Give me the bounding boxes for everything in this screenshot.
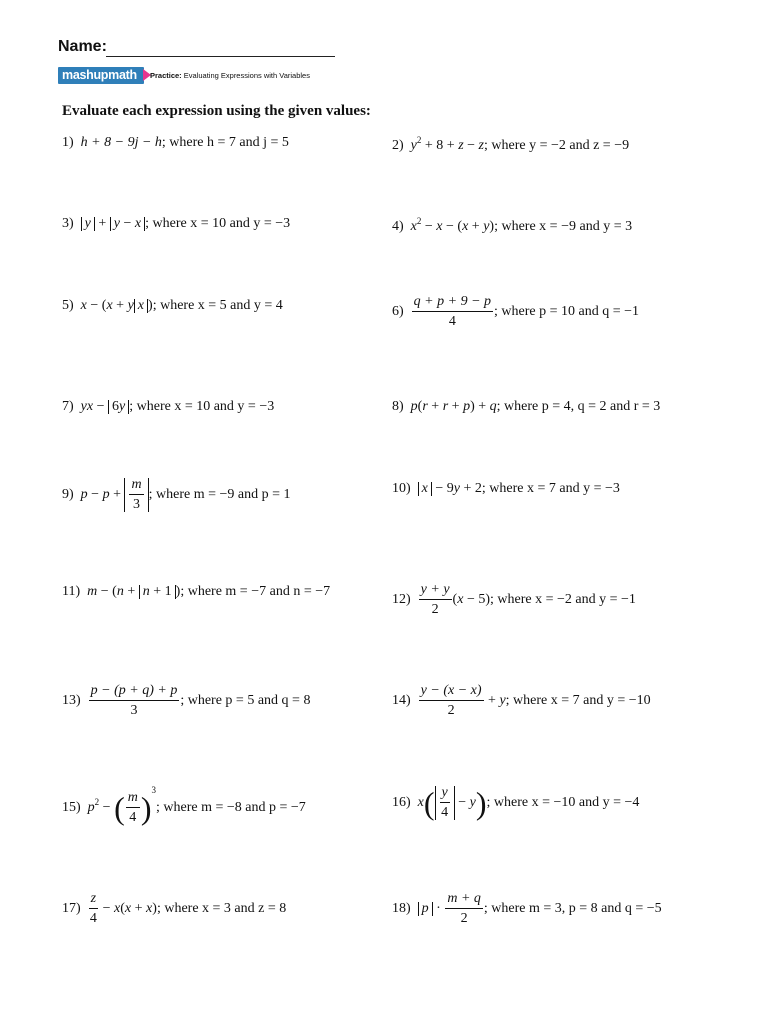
problem-11 [62,585,330,599]
problem-number: 2) [392,138,404,153]
fraction: $\frac{m + q}{2}$ [447,891,481,926]
problem-values: ; where m = −9 and p = 1 [148,487,291,503]
problem-7 [62,400,274,414]
problem-values: ; where x = −2 and y = −1 [490,592,636,608]
problem-14 [392,684,651,718]
problem-5 [62,299,283,313]
problem-expression: y + y − x [81,216,145,231]
fraction: $\frac{y + y}{2}$ [420,582,450,617]
problem-9 [62,478,291,512]
problem-12 [392,583,636,617]
problem-expression: $p^2$ − ( $\frac{m}{4}$ )$^3$ [87,785,157,826]
problem-expression: yx − 6y [81,399,130,414]
problem-17 [62,892,286,926]
fraction: $\frac{p - (p + q) + p}{3}$ [90,683,178,718]
problem-8 [392,400,660,414]
problem-values: ; where y = −2 and z = −9 [484,138,630,153]
logo-text: mashupmath [62,68,137,82]
problem-expression: p · [418,901,445,916]
problem-6 [392,295,639,329]
problem-18 [392,892,662,926]
problem-values: ; where m = −8 and p = −7 [156,800,306,815]
problem-10 [392,482,620,496]
problem-number: 13) [62,693,81,709]
problem-expression: p − p + $\frac{m}{3}$ [81,487,149,502]
problem-expression: $x^2 - x - (x + y)$ [410,216,495,234]
problem-values: ; where x = −10 and y = −4 [486,795,640,811]
problem-number: 1) [62,135,74,150]
problem-3 [62,217,290,231]
problem-2 [392,136,629,153]
problem-1 [62,136,289,150]
problem-expression: p(r + r + p) + q [410,399,497,414]
problem-number: 7) [62,399,74,414]
problem-number: 9) [62,487,74,503]
problem-number: 5) [62,298,74,313]
problem-number: 12) [392,592,411,608]
practice-label: Practice: [150,71,182,80]
fraction: $\frac{y - (x - x)}{2}$ [420,683,482,718]
problem-values: ; where p = 5 and q = 8 [180,693,311,709]
problem-number: 8) [392,399,404,414]
problem-number: 3) [62,216,74,231]
problem-values: ; where p = 10 and q = −1 [494,304,640,320]
fraction: $\frac{q + p + 9 - p}{4}$ [413,294,492,329]
problem-expression: (x − 5) [452,592,490,608]
problem-expression: x − 9y + 2 [418,481,482,496]
problem-number: 10) [392,481,411,496]
problem-values: ; where m = 3, p = 8 and q = −5 [483,901,662,917]
practice-title [150,71,310,80]
problem-expression: x( $\frac{y}{4}$ − y) [417,785,487,821]
name-label: Name: [58,38,107,55]
problem-values: ; where x = 5 and y = 4 [152,298,283,313]
problem-values: ; where x = 10 and y = −3 [145,216,291,231]
problem-4 [392,217,632,234]
problem-16 [392,786,639,820]
problem-values: ; where x = 3 and z = 8 [156,901,287,917]
problem-number: 6) [392,304,404,320]
problem-expression: $y^2 + 8 + z - z$ [410,135,484,153]
problem-number: 14) [392,693,411,709]
problem-number: 4) [392,219,404,234]
problem-values: ; where x = 10 and y = −3 [129,399,275,414]
problem-number: 16) [392,795,411,811]
problem-expression: m − (n + n + 1 ) [87,584,181,599]
instructions: Evaluate each expression using the given values: [62,103,371,119]
problem-15 [62,786,306,825]
problem-13 [62,684,310,718]
problem-values: ; where m = −7 and n = −7 [180,584,331,599]
mashupmath-logo [58,67,144,84]
problem-values: ; where p = 4, q = 2 and r = 3 [496,399,661,414]
practice-topic: Evaluating Expressions with Variables [183,71,310,80]
problem-number: 18) [392,901,411,917]
problem-expression: h + 8 − 9j − h [80,135,162,150]
problem-number: 11) [62,584,81,599]
problem-expression: x − (x + y x ) [80,298,153,313]
problem-expression: + y [484,693,506,709]
problem-number: 15) [62,800,81,815]
problem-number: 17) [62,901,81,917]
problem-values: ; where x = 7 and y = −3 [481,481,620,496]
problem-values: ; where x = 7 and y = −10 [505,693,651,709]
name-line[interactable] [106,56,335,57]
problem-values: ; where x = −9 and y = 3 [494,219,633,234]
problem-values: ; where h = 7 and j = 5 [161,135,289,150]
problem-expression: $\frac{z}{4}$ − x(x + x) [89,891,157,926]
